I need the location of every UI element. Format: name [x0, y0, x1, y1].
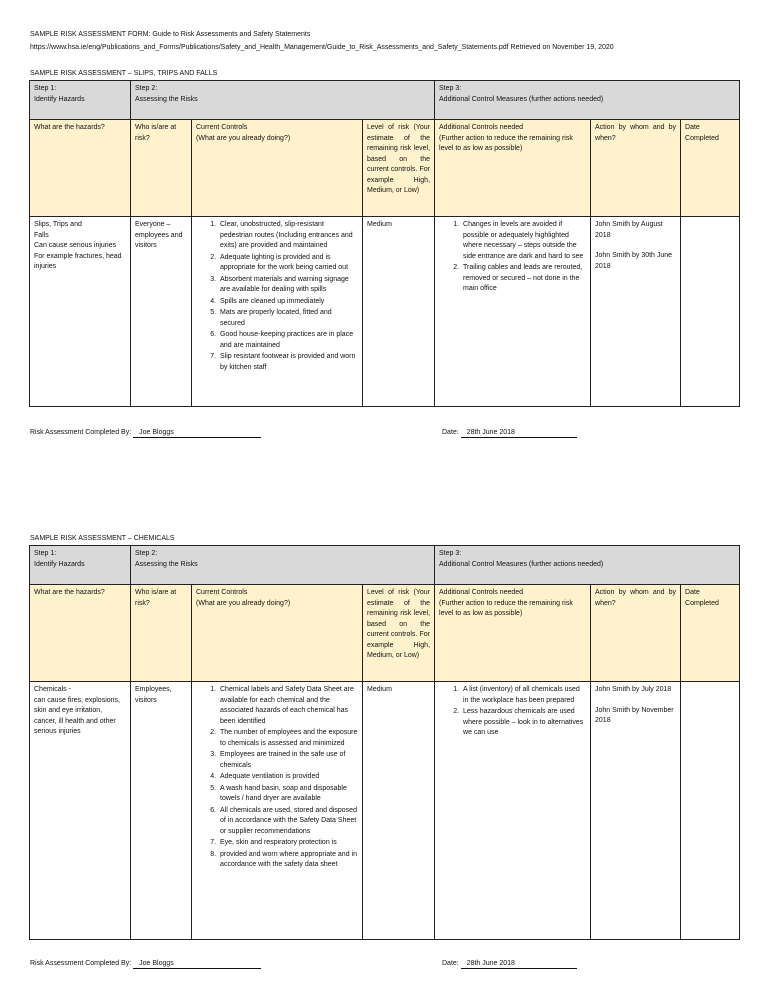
step-1-sub: Identify Hazards: [34, 95, 85, 103]
list-item: 1. A list (inventory) of all chemicals used in the workplace has been prepared: [461, 685, 586, 706]
step-1-sub: Identify Hazards: [34, 560, 85, 568]
list-item: 1. Changes in levels are avoided if possible or adequately highlighted where necessary – steps outside the side entrance are dark and hard to see: [461, 220, 586, 262]
header-date-completed: Date Completed: [681, 585, 740, 682]
list-item: 7. Slip resistant footwear is provided and worn by kitchen staff: [218, 352, 358, 373]
step-2-label: Step 2:: [135, 85, 158, 92]
level-cell: Medium: [363, 217, 435, 407]
header-additional-sub: (Further action to reduce the remaining risk level to as low as possible): [439, 599, 573, 617]
list-item: 2. Adequate lighting is provided and is appropriate for the work being carried out: [218, 253, 358, 274]
step-2-cell: [131, 546, 435, 585]
header-date-completed: Date Completed: [681, 120, 740, 217]
level-cell: Medium: [363, 682, 435, 940]
table-row: [30, 682, 740, 940]
list-item: 4. Spills are cleaned up immediately: [218, 297, 358, 308]
controls-list: [196, 220, 358, 373]
completed-by: [30, 428, 261, 438]
header-additional-label: Additional Controls needed: [439, 589, 524, 596]
who-cell: Everyone – employees and visitors: [131, 217, 192, 407]
header-controls-sub: (What are you already doing?): [196, 134, 291, 142]
header-controls: [192, 585, 363, 682]
header-additional: [435, 120, 591, 217]
steps-row: [30, 546, 740, 585]
date-completed-cell: [681, 682, 740, 940]
risk-assessment-table-slips: [29, 80, 740, 407]
step-1-label: Step 1:: [34, 85, 57, 92]
date-label: Date:: [442, 429, 459, 436]
date-value: 28th June 2018: [461, 429, 577, 438]
completed-by-label: Risk Assessment Completed By:: [30, 429, 132, 436]
controls-list: [196, 685, 358, 871]
step-2-sub: Assessing the Risks: [135, 95, 198, 103]
header-controls-label: Current Controls: [196, 589, 248, 596]
action-cell: [591, 682, 681, 940]
additional-cell: [435, 682, 591, 940]
assessment-date: [442, 959, 577, 969]
additional-cell: [435, 217, 591, 407]
date-value: 28th June 2018: [461, 960, 577, 969]
list-item: 1. Clear, unobstructed, slip-resistant pedestrian routes (Including entrances and exits) are provided and maintained: [218, 220, 358, 252]
list-item: 3. Employees are trained in the safe use of chemicals: [218, 750, 358, 771]
column-header-row: [30, 585, 740, 682]
header-additional: [435, 585, 591, 682]
list-item: 2. Less hazardous chemicals are used where possible – look in to alternatives we can use: [461, 707, 586, 739]
hazard-line: Chemicals -: [34, 686, 71, 693]
step-3-sub: Additional Control Measures (further actions needed): [439, 95, 604, 103]
assessment-title-slips: SAMPLE RISK ASSESSMENT – SLIPS, TRIPS AND FALLS: [30, 70, 218, 77]
step-1-label: Step 1:: [34, 550, 57, 557]
header-controls-sub: (What are you already doing?): [196, 599, 291, 607]
hazard-line: Slips, Trips and: [34, 221, 82, 228]
step-3-label: Step 3:: [439, 85, 462, 92]
step-1-cell: [30, 81, 131, 120]
source-reference: https://www.hsa.ie/eng/Publications_and_Forms/Publications/Safety_and_Health_Management/Guide_to_Risk_Assessments_and_Safety_Statements.pdf Retrieved on November 19, 2020: [30, 44, 614, 51]
action-item: John Smith by 30th June 2018: [595, 252, 673, 270]
step-3-sub: Additional Control Measures (further actions needed): [439, 560, 604, 568]
list-item: 5. Mats are properly located, fitted and secured: [218, 308, 358, 329]
step-3-label: Step 3:: [439, 550, 462, 557]
list-item: 8. provided and worn where appropriate and in accordance with the safety data sheet: [218, 850, 358, 871]
step-2-label: Step 2:: [135, 550, 158, 557]
hazard-line: can cause fires, explosions, skin and eye irritation, cancer, ill health and other serious injuries: [34, 696, 120, 735]
action-item: John Smith by November 2018: [595, 706, 674, 724]
header-level: Level of risk (Your estimate of the remaining risk level, based on the current controls. For example High, Medium, or Low): [363, 120, 435, 217]
column-header-row: [30, 120, 740, 217]
table-row: [30, 217, 740, 407]
step-1-cell: [30, 546, 131, 585]
header-level: Level of risk (Your estimate of the remaining risk level, based on the current controls. For example High, Medium, or Low): [363, 585, 435, 682]
hazards-cell: [30, 682, 131, 940]
hazards-cell: [30, 217, 131, 407]
header-controls: [192, 120, 363, 217]
step-3-cell: [435, 546, 740, 585]
who-cell: Employees, visitors: [131, 682, 192, 940]
list-item: 1. Chemical labels and Safety Data Sheet are available for each chemical and the associated hazards of each chemical has been identified: [218, 685, 358, 727]
hazard-line: Can cause serious injuries For example fractures, head injuries: [34, 242, 122, 270]
completed-by-value: Joe Bloggs: [133, 960, 261, 969]
list-item: 5. A wash hand basin, soap and disposable towels / hand dryer are available: [218, 784, 358, 805]
completed-by: [30, 959, 261, 969]
date-label: Date:: [442, 960, 459, 967]
list-item: 2. Trailing cables and leads are rerouted, removed or secured – not done in the main office: [461, 263, 586, 295]
assessment-date: [442, 428, 577, 438]
date-completed-cell: [681, 217, 740, 407]
header-controls-label: Current Controls: [196, 124, 248, 131]
action-cell: [591, 217, 681, 407]
header-hazards: What are the hazards?: [30, 120, 131, 217]
step-3-cell: [435, 81, 740, 120]
list-item: 3. Absorbent materials and warning signage are available for dealing with spills: [218, 275, 358, 296]
header-action: Action by whom and by when?: [591, 585, 681, 682]
controls-cell: [192, 682, 363, 940]
list-item: 6. Good house-keeping practices are in place and are maintained: [218, 330, 358, 351]
header-who: Who is/are at risk?: [131, 120, 192, 217]
additional-list: [439, 685, 586, 739]
hazard-line: Falls: [34, 231, 49, 239]
header-hazards: What are the hazards?: [30, 585, 131, 682]
completed-by-label: Risk Assessment Completed By:: [30, 960, 132, 967]
risk-assessment-table-chemicals: [29, 545, 740, 940]
assessment-title-chemicals: SAMPLE RISK ASSESSMENT – CHEMICALS: [30, 535, 175, 542]
header-who: Who is/are at risk?: [131, 585, 192, 682]
list-item: 6. All chemicals are used, stored and disposed of in accordance with the Safety Data Sheet or supplier recommendations: [218, 806, 358, 838]
list-item: 4. Adequate ventilation is provided: [218, 772, 358, 783]
step-2-sub: Assessing the Risks: [135, 560, 198, 568]
header-additional-sub: (Further action to reduce the remaining risk level to as low as possible): [439, 134, 573, 152]
completed-by-value: Joe Bloggs: [133, 429, 261, 438]
action-item: John Smith by July 2018: [595, 686, 672, 693]
additional-list: [439, 220, 586, 295]
controls-cell: [192, 217, 363, 407]
list-item: 7. Eye, skin and respiratory protection is: [218, 838, 358, 849]
action-item: John Smith by August 2018: [595, 221, 663, 239]
header-additional-label: Additional Controls needed: [439, 124, 524, 131]
list-item: 2. The number of employees and the exposure to chemicals is assessed and minimized: [218, 728, 358, 749]
step-2-cell: [131, 81, 435, 120]
document-title: SAMPLE RISK ASSESSMENT FORM: Guide to Risk Assessments and Safety Statements: [30, 31, 311, 38]
header-action: Action by whom and by when?: [591, 120, 681, 217]
steps-row: [30, 81, 740, 120]
